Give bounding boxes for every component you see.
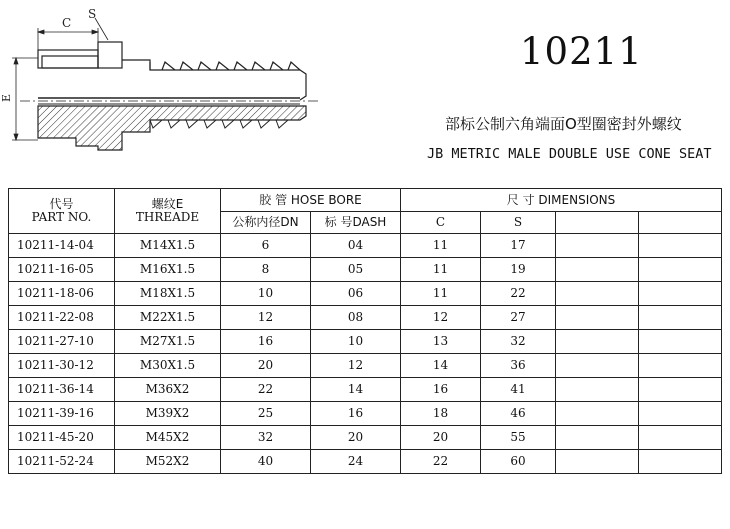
cell-dash: 06 <box>311 282 401 306</box>
fitting-section <box>38 106 306 150</box>
cell-thread: M39X2 <box>115 402 221 426</box>
header-dn: 公称内径DN <box>221 212 311 234</box>
table-row <box>9 426 722 450</box>
title-english: JB METRIC MALE DOUBLE USE CONE SEAT <box>427 146 712 162</box>
cell-thread: M30X1.5 <box>115 354 221 378</box>
cell-dash: 16 <box>311 402 401 426</box>
cell-empty <box>639 306 722 330</box>
header-thread-cn: 螺纹E <box>151 197 184 211</box>
cell-c: 11 <box>401 234 481 258</box>
cell-empty <box>556 450 639 474</box>
cell-dash: 10 <box>311 330 401 354</box>
dimension-e-label: E <box>0 93 13 102</box>
fitting-outline <box>20 42 320 104</box>
dimension-c-label: C <box>62 16 72 30</box>
cell-empty <box>639 426 722 450</box>
cell-s: 32 <box>481 330 556 354</box>
cell-c: 16 <box>401 378 481 402</box>
dimension-e <box>12 58 38 140</box>
cell-s: 46 <box>481 402 556 426</box>
cell-empty <box>556 354 639 378</box>
cell-empty <box>639 330 722 354</box>
cell-dn: 40 <box>221 450 311 474</box>
cell-thread: M45X2 <box>115 426 221 450</box>
cell-dn: 12 <box>221 306 311 330</box>
header-part-no <box>9 189 115 234</box>
cell-s: 22 <box>481 282 556 306</box>
cell-thread: M18X1.5 <box>115 282 221 306</box>
table-row <box>9 354 722 378</box>
cell-dn: 25 <box>221 402 311 426</box>
cell-s: 55 <box>481 426 556 450</box>
cell-thread: M16X1.5 <box>115 258 221 282</box>
cell-empty <box>556 402 639 426</box>
cell-thread: M27X1.5 <box>115 330 221 354</box>
table-body <box>9 234 722 474</box>
cell-empty <box>639 354 722 378</box>
header-thread <box>115 189 221 234</box>
cell-part-no: 10211-52-24 <box>9 450 115 474</box>
part-number-title: 10211 <box>520 30 643 73</box>
cell-s: 27 <box>481 306 556 330</box>
cell-part-no: 10211-14-04 <box>9 234 115 258</box>
table-row <box>9 282 722 306</box>
cell-dn: 10 <box>221 282 311 306</box>
cell-dn: 6 <box>221 234 311 258</box>
table-row <box>9 234 722 258</box>
cell-empty <box>556 330 639 354</box>
cell-s: 19 <box>481 258 556 282</box>
cell-dn: 16 <box>221 330 311 354</box>
header-part-no-en: PART NO. <box>31 210 92 224</box>
header-s: S <box>481 212 556 234</box>
cell-dn: 20 <box>221 354 311 378</box>
cell-dash: 14 <box>311 378 401 402</box>
cell-c: 11 <box>401 258 481 282</box>
cell-empty <box>556 426 639 450</box>
cell-part-no: 10211-39-16 <box>9 402 115 426</box>
cell-c: 12 <box>401 306 481 330</box>
spec-table <box>8 188 722 474</box>
cell-s: 17 <box>481 234 556 258</box>
table-row <box>9 330 722 354</box>
cell-empty <box>639 282 722 306</box>
cell-empty <box>639 234 722 258</box>
cell-part-no: 10211-18-06 <box>9 282 115 306</box>
table-row <box>9 450 722 474</box>
cell-dash: 05 <box>311 258 401 282</box>
header-empty-1 <box>556 212 639 234</box>
dimension-c <box>38 28 98 50</box>
title-chinese: 部标公制六角端面O型圈密封外螺纹 <box>445 115 682 133</box>
cell-empty <box>639 378 722 402</box>
cell-c: 22 <box>401 450 481 474</box>
header-part-no-cn: 代号 <box>49 197 74 211</box>
header-hose-bore: 胶 管 HOSE BORE <box>221 189 401 212</box>
cell-dn: 22 <box>221 378 311 402</box>
cell-part-no: 10211-16-05 <box>9 258 115 282</box>
cell-s: 60 <box>481 450 556 474</box>
header-empty-2 <box>639 212 722 234</box>
cell-empty <box>639 450 722 474</box>
table-row <box>9 258 722 282</box>
cell-thread: M52X2 <box>115 450 221 474</box>
header-dimensions: 尺 寸 DIMENSIONS <box>401 189 722 212</box>
table-row <box>9 402 722 426</box>
cell-c: 14 <box>401 354 481 378</box>
cell-part-no: 10211-30-12 <box>9 354 115 378</box>
cell-c: 13 <box>401 330 481 354</box>
cell-part-no: 10211-22-08 <box>9 306 115 330</box>
table-header-row-1 <box>9 189 722 212</box>
header-dash: 标 号DASH <box>311 212 401 234</box>
cell-dash: 04 <box>311 234 401 258</box>
cell-empty <box>556 234 639 258</box>
cell-dash: 24 <box>311 450 401 474</box>
cell-empty <box>556 306 639 330</box>
cell-dash: 08 <box>311 306 401 330</box>
cell-empty <box>556 282 639 306</box>
cell-s: 41 <box>481 378 556 402</box>
fitting-drawing <box>0 0 330 190</box>
cell-empty <box>556 258 639 282</box>
cell-dash: 12 <box>311 354 401 378</box>
cell-empty <box>639 258 722 282</box>
cell-dn: 32 <box>221 426 311 450</box>
cell-part-no: 10211-45-20 <box>9 426 115 450</box>
header-thread-en: THREADE <box>135 210 200 224</box>
header-c: C <box>401 212 481 234</box>
cell-thread: M14X1.5 <box>115 234 221 258</box>
cell-s: 36 <box>481 354 556 378</box>
cell-empty <box>639 402 722 426</box>
cell-c: 18 <box>401 402 481 426</box>
cell-c: 20 <box>401 426 481 450</box>
cell-empty <box>556 378 639 402</box>
cell-dash: 20 <box>311 426 401 450</box>
dimension-s-label: S <box>88 7 97 21</box>
cell-part-no: 10211-36-14 <box>9 378 115 402</box>
table-row <box>9 378 722 402</box>
cell-dn: 8 <box>221 258 311 282</box>
cell-thread: M36X2 <box>115 378 221 402</box>
cell-c: 11 <box>401 282 481 306</box>
dimension-s <box>95 18 108 40</box>
cell-part-no: 10211-27-10 <box>9 330 115 354</box>
table-row <box>9 306 722 330</box>
cell-thread: M22X1.5 <box>115 306 221 330</box>
